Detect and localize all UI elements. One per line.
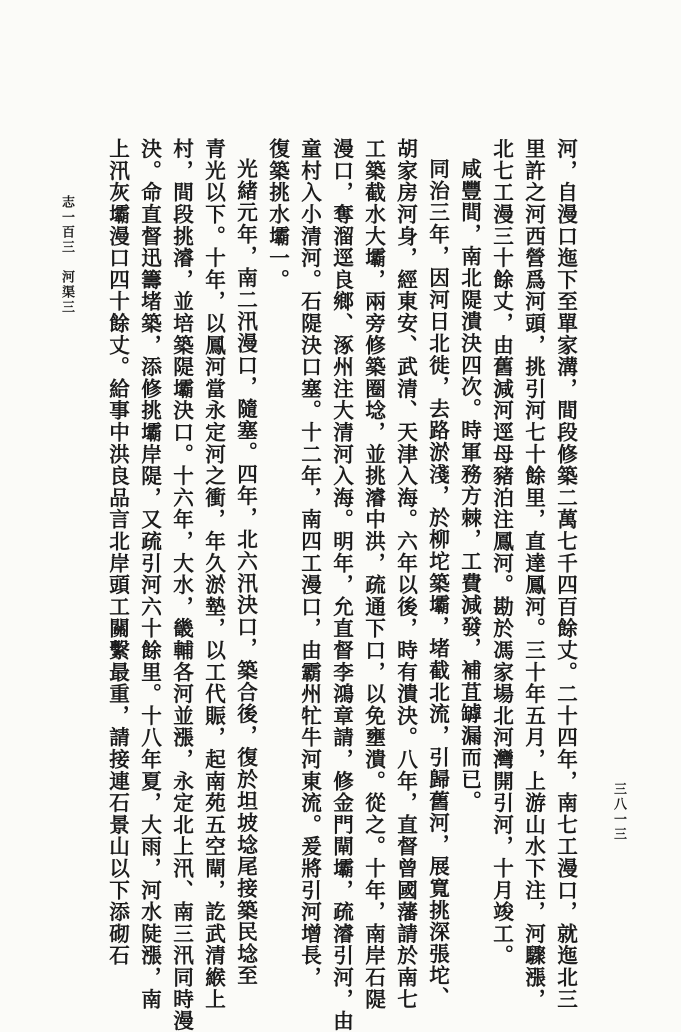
text-column: 光緒元年，南二汛漫口，隨塞。四年，北六汛決口，築合後，復於坦坡埝尾接築民埝至 — [233, 158, 258, 987]
text-column: 同治三年，因河日北徙，去路淤淺，於柳坨築壩，堵截北流，引歸舊河，展寬挑深張坨、 — [425, 158, 450, 1009]
text-column: 工築截水大壩，兩旁修築圈埝，並挑濬中洪，疏通下口，以免壅潰。從之。十年，南岸石隄 — [361, 138, 386, 1010]
text-column: 青光以下。十年，以鳳河當永定河之衝，年久淤墊，以工代賑，起南苑五空閘，訖武清緱上 — [201, 138, 226, 1010]
text-column: 上汛灰壩漫口四十餘丈。給事中洪良品言北岸頭工關繫最重，請接連石景山以下添砌石 — [105, 138, 130, 967]
text-column: 決。命直督迅籌堵築，添修挑壩岸隄，又疏引河六十餘里。十八年夏，大雨，河水陡漲，南 — [137, 138, 162, 1010]
text-column: 村，間段挑濬，並培築隄壩決口。十六年，大水，畿輔各河並漲，永定北上汛、南三汛同時漫 — [169, 138, 194, 1032]
text-column: 里許之河西營爲河頭，挑引河七十餘里，直達鳳河。三十年五月，上游山水下注，河驟漲， — [521, 138, 546, 1010]
text-column: 復築挑水壩一。 — [265, 138, 290, 291]
footer-page-number: 三八一三 — [611, 782, 626, 842]
text-column: 胡家房河身，經東安、武清、天津入海。六年以後，時有潰決。八年，直督曾國藩請於南七 — [393, 138, 418, 1010]
text-column: 漫口，奪溜逕良鄉、涿州注大清河入海。明年，允直督李鴻章請，修金門閘壩，疏濬引河，由 — [329, 138, 354, 1032]
text-column: 北七工漫三十餘丈，由舊減河逕母豬泊注鳳河。勘於馮家場北河灣開引河，十月竣工。 — [489, 138, 514, 967]
text-column: 咸豐間，南北隄潰決四次。時軍務方棘，工費減發，補苴罅漏而已。 — [457, 158, 482, 812]
text-column: 童村入小清河。石隄決口塞。十二年，南四工漫口，由霸州牤牛河東流。爰將引河增長， — [297, 138, 322, 989]
footer-section-label: 志一百三 河渠三 — [59, 195, 74, 315]
text-column: 河，自漫口迤下至單家溝，間段修築二萬七千四百餘丈。二十四年，南七工漫口，就迤北三 — [553, 138, 578, 1010]
